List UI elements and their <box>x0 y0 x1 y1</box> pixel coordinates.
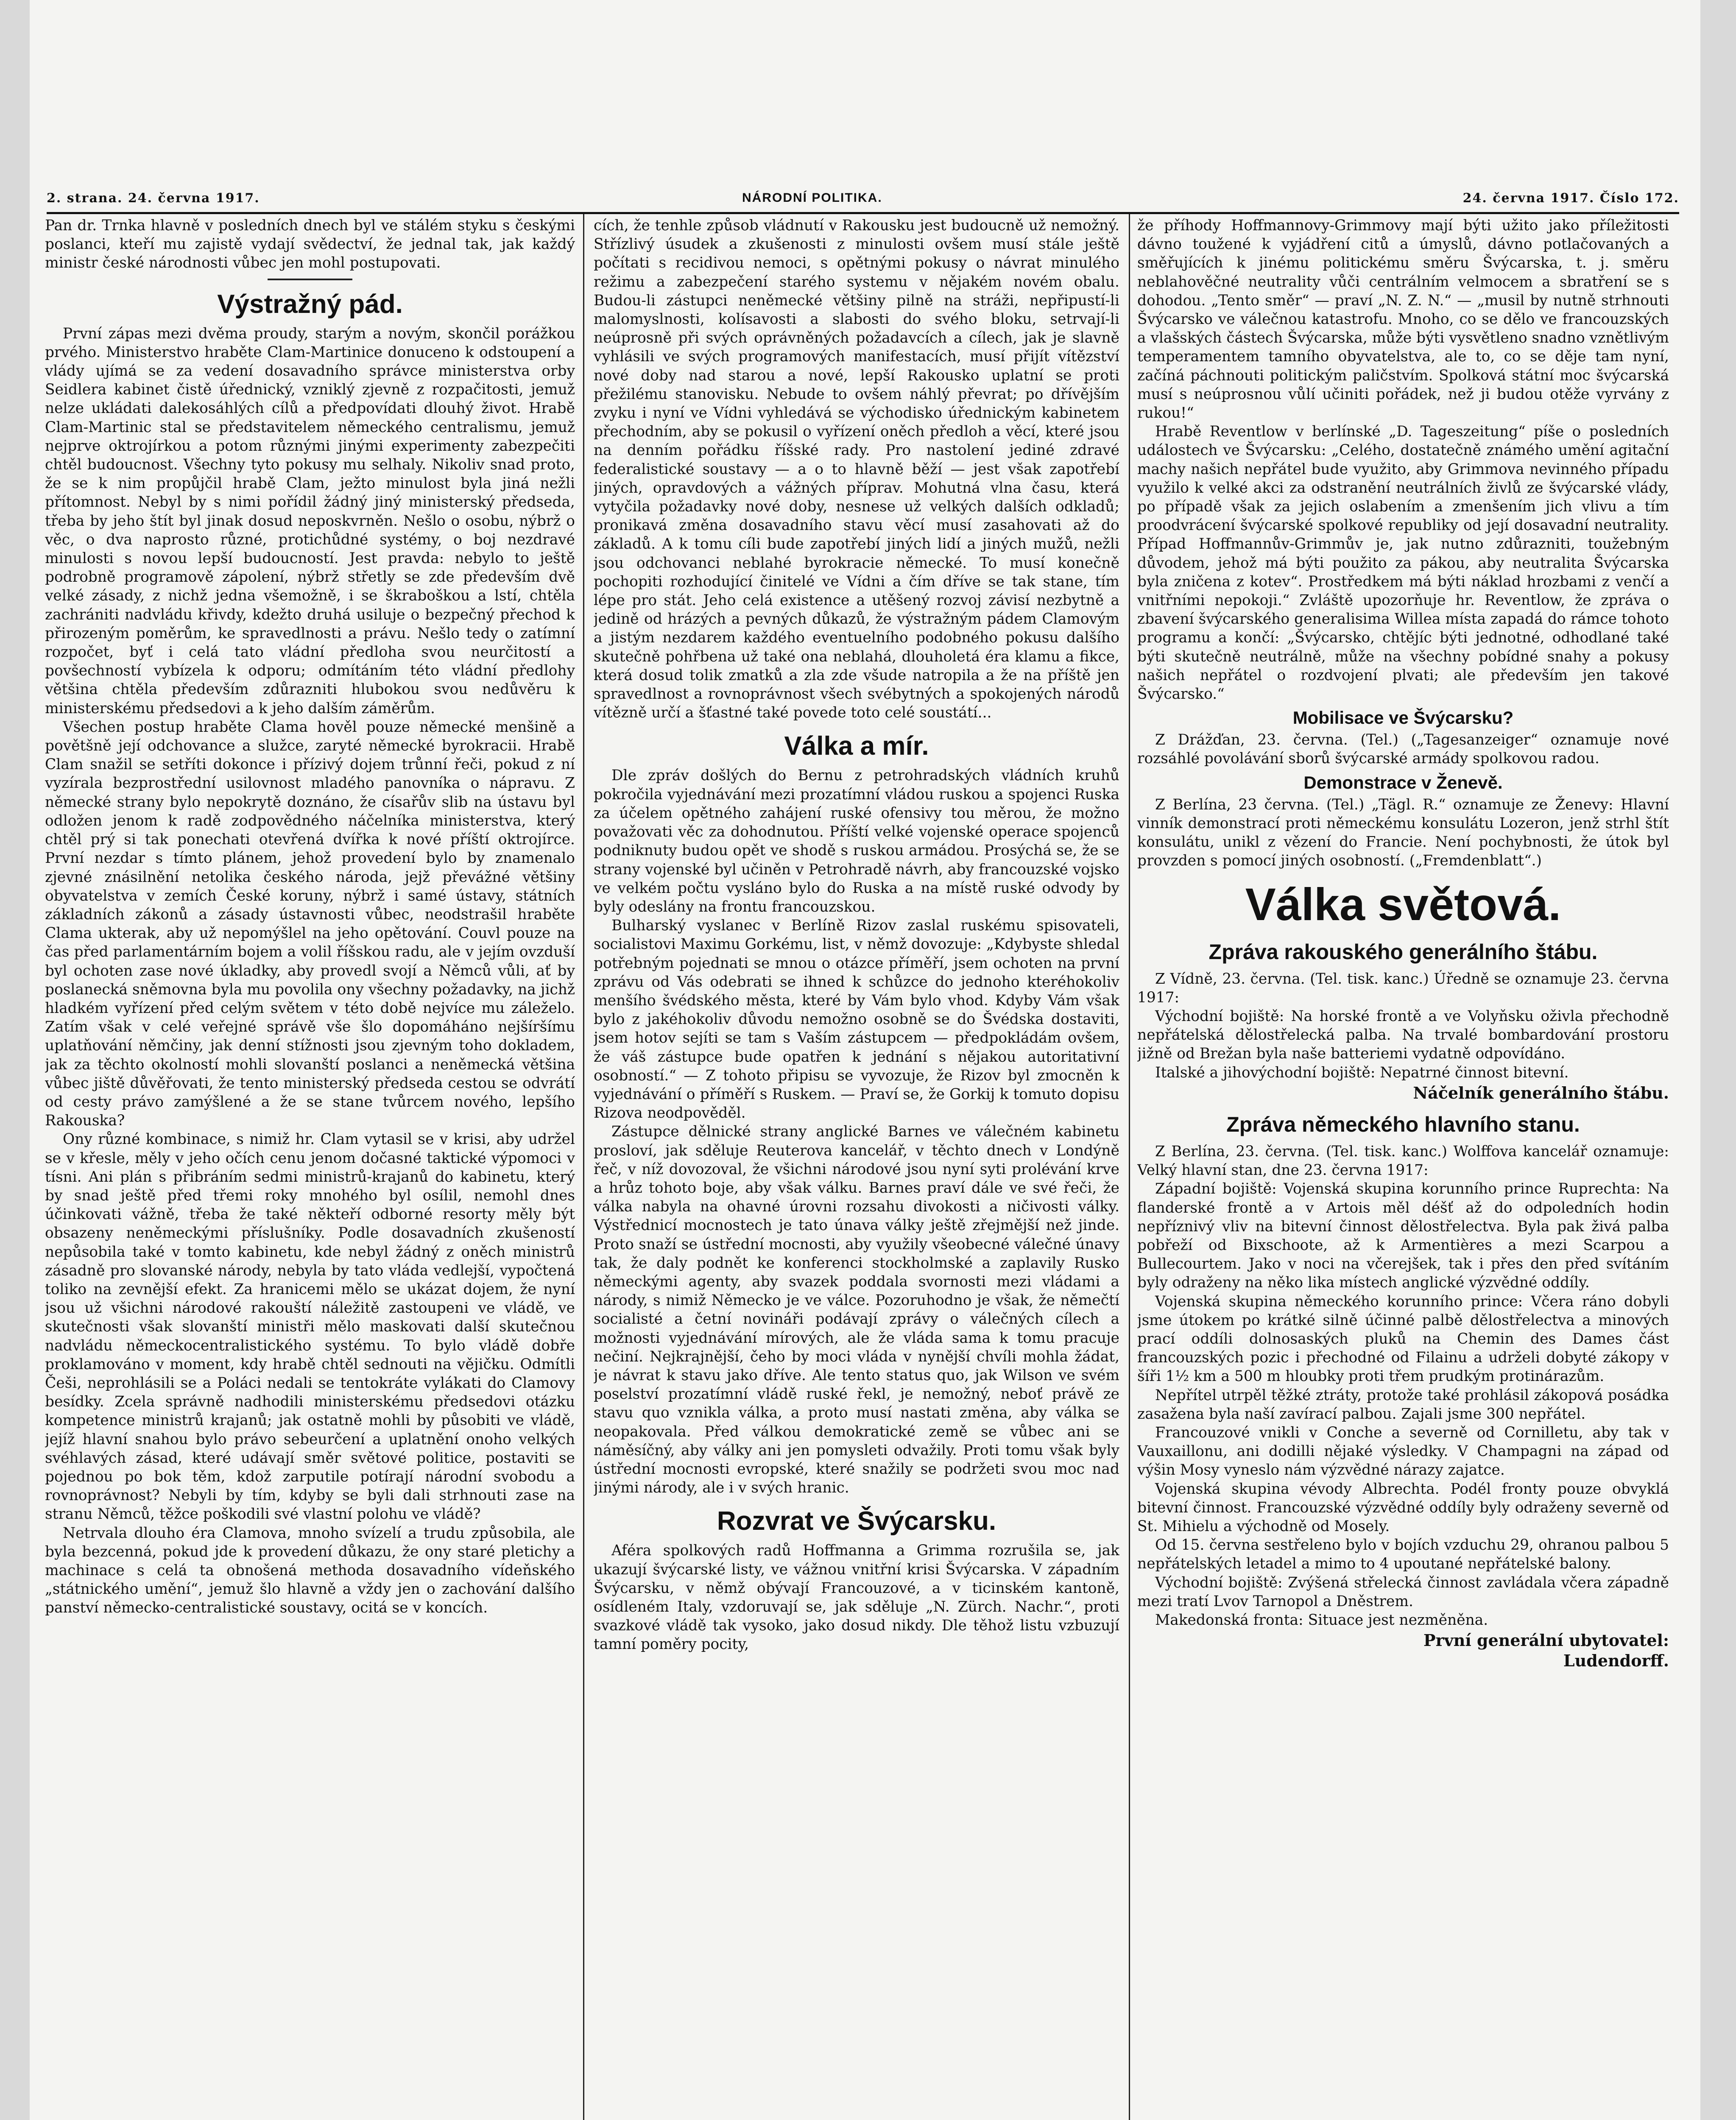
paragraph: že příhody Hoffmannovy-Grimmovy mají býti užito jako příležitosti dávno toužené k vyjádření citů a úmyslů, dávno potlačovaných a směřujících k jinému politickému směru Švýcarska, t. j. směru neblahověčné neutrality vůči centrálním velmocem a sbratření se s dohodou. „Tento směr“ — praví „N. Z. N.“ — „musil by nutně strhnouti Švýcarsko ve válečnou katastrofu. Mnoho, co se dělo ve francouzských a vlašských částech Švýcarska, může býti vysvětleno snadno vznětlivým temperamentem tamního obyvatelstva, ale to, co se děje tam nyní, začíná páchnouti politickým paličstvím. Spolková státní moc švýcarská musí s neúprosnou vůlí učiniti pořádek, než ji budou otěže vyrvány z rukou!“ <box>1137 217 1669 422</box>
column-2 <box>594 216 1119 2120</box>
header-masthead: NÁRODNÍ POLITIKA. <box>742 191 882 205</box>
paragraph: Zástupce dělnické strany anglické Barnes ve válečném kabinetu prosloví, jak sděluje Reuterova kancelář, v těchto dnech v Londýně řeč, v níž dovozoval, že všichni národové jsou nyní syti prolévání krve a hrůz tohoto boje, aby však válku. Barnes praví dále ve své řeči, že válka nabyla na ohavné úrovni rozsahu divokosti a ničivosti války. Výstřednicí mocnostech je tato únava války ještě zřejmější než jinde. Proto snaží se ústřední mocnosti, aby využily všeobecné válečné únavy tak, že daly podnět ke konferenci stockholmské a zaplavily Rusko německými agenty, aby svazek poddala svornosti mezi vládami a národy, s nimiž Německo je ve válce. Pozoruhodno je však, že němečtí socialisté a četní novináři podávají zprávy o válečných cílech a možnosti vyjednávání mírových, ale že vláda sama k tomu pracuje nečiní. Nejkrajnější, čeho by moci vláda v nynější chvíli mohla žádat, je návrat k stavu jako dříve. Ale tento status quo, jak Wilson ve svém poselství prozatímní vládě ruské řekl, je nemožný, neboť právě ze stavu quo vznikla válka, a proto musí nastati změna, aby válka se neopakovala. Před válkou demokratické země se vůbec ani se náměsíčný, aby války ani jen pomysleti odvažily. Proti tomu však byly ústřední mocnosti evropské, které snažily se podržeti svou moc nad jinými národy, ale i v svých hranic. <box>594 1123 1119 1497</box>
paragraph: Z Drážďan, 23. června. (Tel.) („Tagesanzeiger“ oznamuje nové rozsáhlé povolávání sborů švýcarské armády spolkovou radou. <box>1137 731 1669 767</box>
paragraph: Hrabě Reventlow v berlínské „D. Tageszeitung“ píše o posledních událostech ve Švýcarsku: „Celého, dostatečně známého umění agitační machy našich nepřátel bude využito, aby Grimmova nevinného případu využilo k velké akci za odstranění neutrálních živlů ze švýcarské vlády, po případě však za jejich oslabením a zmenšením jich vlivu a tím proodvrácení švýcarské spolkové republiky od její dosavadní neutrality. Případ Hoffmannův-Grimmův je, jak nutno zdůrazniti, toužebným důvodem, jehož má býti použito za pákou, aby neutralita Švýcarska byla zničena z kotev“. Prostředkem má býti náklad hrozbami z venčí a vnitřními nepokoji.“ Zvláště upozorňuje hr. Reventlow, že zpráva o zbavení švýcarského generalisima Willea místa zapadá do rámce tohoto programu a končí: „Švýcarsko, chtějíc býti jednotné, odhodlané také býti skutečně neutrálně, může na všechny pobídné snahy a pokusy našich nepřátel o rozdvojení plvati; ale především jen takové Švýcarsko.“ <box>1137 423 1669 703</box>
paragraph: Z Berlína, 23 června. (Tel.) „Tägl. R.“ oznamuje ze Ženevy: Hlavní vinník demonstrací proti německému konsulátu Lozeron, jenž strhl štít konsulátu, unikl z vězení do Francie. Není pochybnosti, že útok byl provzden s pomocí jiných osobností. („Fremdenblatt“.) <box>1137 796 1669 870</box>
paragraph: Italské a jihovýchodní bojiště: Nepatrné činnost bitevní. <box>1155 1064 1569 1081</box>
paragraph: Od 15. června sestřeleno bylo v bojích vzduchu 29, ohranou palbou 5 nepřátelských letadel a mimo to 4 upoutané nepřátelské balony. <box>1137 1537 1669 1573</box>
subheading: Mobilisace ve Švýcarsku? <box>1292 708 1514 728</box>
paragraph: Východní bojiště: Zvýšená střelecká činnost zavládala včera západně mezi tratí Lvov Tarnopol a Dněstrem. <box>1137 1574 1669 1610</box>
paragraph: Vojenská skupina vévody Albrechta. Podél fronty pouze obvyklá bitevní činnost. Francouzské výzvědné oddíly byly odraženy severně od St. Mihielu a východně od Mosely. <box>1137 1480 1669 1535</box>
signature: Ludendorff. <box>1563 1651 1669 1671</box>
paragraph: Z Berlína, 23. června. (Tel. tisk. kanc.) Wolffova kancelář oznamuje: Velký hlavní stan, dne 23. června 1917: <box>1137 1143 1669 1179</box>
paragraph: Ony různé kombinace, s nimiž hr. Clam vytasil se v krisi, aby udržel se v křesle, měly v jeho očích cenu jenom dočasné taktické výpomoci v tísni. Ani plán s přibráním sedmi ministrů-krajanů do kabinetu, který by snad ještě před třemi roky mnohého byl osílil, nemohl dnes účinkovati vážně, třeba že také někteří odborné resorty měly být obsazeny neněmeckými příslušníky. Podle dosavadních zkušeností nepůsobila také v tomto kabinetu, kde nebyl žádný z oněch ministrů zásadně pro slovanské národy, nebyla by tato vláda vedlejší, vypočtená toliko na zevnější efekt. Za hranicemi mělo se ukázat dojem, že nyní jsou už všichni národové rakouští náležitě zastoupeni ve vládě, ve skutečnosti však slovanští ministři mělo maskovati další skutečnou nadvládu německocentralistického systému. To bylo vládě dobře proklamováno v moment, kdy hrabě chtěl sednouti na vějičku. Odmítli Češi, neprohlásili se a Poláci nedali se tentokráte vylákati do Clamovy besídky. Zcela správně nadhodili ministerskému předsedovi otázku kompetence ministrů krajanů; jak ostatně mohli by působiti ve vládě, jejíž hlavní snahou bylo právo sebeurčení a uplatnění onoho velkých svéhlavých zásad, které udávají směr světové politice, postaviti se pojednou po bok těm, kdož zarputile potírají národní svobodu a rovnoprávnost? Nebyli by tím, kdyby se byli dali strhnouti zase na stranu Němců, těžce poškodili své vlastní polohu ve vládě? <box>45 1131 575 1523</box>
section-heading: Válka světová. <box>1245 878 1561 930</box>
paragraph: Netrvala dlouho éra Clamova, mnoho svízelí a trudu způsobila, ale byla bezcenná, pokud jde k provedení důkazu, že ony staré pletichy a machinace s celá ta obnošená methoda dosavadního vídeňského „státnického umění“, jemuž šlo hlavně a vždy jen o zachování dalšího panství německo-centralistické soustavy, ocitá se v koncích. <box>45 1524 575 1617</box>
paragraph: Dle zpráv došlých do Bernu z petrohradských vládních kruhů pokročila vyjednávání mezi prozatímní vládou ruskou a spojenci Ruska za účelem opětného zahájení ruské ofensivy tou měrou, že možno považovati věc za dohodnutou. Příští velké vojenské operace spojenců podniknuty budou opět ve shodě s ruskou armádou. Prosýchá se, že se strany vojenské byl učiněn v Petrohradě návrh, aby francouzské vojsko ve velkém počtu vysláno bylo do Ruska a na místě ruské odvody by byly odeslány na frontu francouzskou. <box>594 767 1119 915</box>
column-1 <box>45 216 575 2120</box>
paragraph: Makedonská fronta: Situace jest nezměněna. <box>1155 1612 1488 1629</box>
column-rule <box>1129 214 1130 2120</box>
article-heading: Zpráva německého hlavního stanu. <box>1226 1112 1580 1136</box>
newspaper-page <box>30 0 1700 2120</box>
subheading: Demonstrace v Ženevě. <box>1303 772 1503 792</box>
paragraph: Všechen postup hraběte Clama hověl pouze německé menšině a povětšně její odchovance a služce, zaryté německé byrokracii. Hrabě Clam snažil se setříti dokonce i přízivý dojem trůnní řeči, pokud z ní vyzírala bezprostřední usilovnost mladého panovníka o nápravu. Z německé strany bylo nepokrytě doznáno, že císařův slib na ústavu byl odložen jenom k radě zodpovědného náčelníka ministerstva, který chtěl prý si tak ponechati otevřená dvířka k nové příští oktrojírce. První nezdar s tímto plánem, jehož provedení bylo by znamenalo zjevné znásilnění netolika českého národa, jejž převážné většiny obyvatelstva v zemích České koruny, nýbrž i samé ústavy, státních základních zákonů a zásady ústavnosti vůbec, neodstrašil hraběte Clama ukterak, aby už nepomýšlel na jeho opětování. Couvl pouze na čas před parlamentárním bojem a volil říšskou radu, ale v jejím ovzduší byl ochoten zase nové úkladky, aby provedl svojí a Němců vůli, ať by poslanecká sněmovna byla mu povolila ony všechny požadavky, na jichž hladkém vyřízení před celým světem v této době nejvíce mu záleželo. Zatím však v celé veřejné správě vše šlo dopomáháno nejšíršímu uplatňování němčiny, jak denní stížnosti jsou zjevným toho dokladem, jak za těchto okolností mohli slovanští poslanci a neněmecká většina vůbec jiště důvěřovati, že tento ministerský předseda cestou se odvrátí od cesty právo zamýšlené a že se stane tvůrcem nového, lepšího Rakouska? <box>45 718 575 1130</box>
header-left: 2. strana. 24. června 1917. <box>47 191 260 206</box>
header-right: 24. června 1917. Číslo 172. <box>1462 191 1679 206</box>
paragraph: Západní bojiště: Vojenská skupina korunního prince Ruprechta: Na flanderské frontě a v Artois měl déšť až do odpoledních hodin nepříznivý vliv na bitevní činnost dělostřelectva. Byla pak živá palba pobřeží od Bixschoote, až k Armentières a mezi Scarpou a Bullecourtem. Jako v noci na včerejšek, tak i přes den před svítáním byly odraženy na něko lika místech anglické výzvědné oddíly. <box>1137 1180 1669 1292</box>
signature: První generální ubytovatel: <box>1423 1631 1669 1650</box>
article-heading: Válka a mír. <box>784 731 929 761</box>
paragraph: Francouzové vnikli v Conche a severně od Cornilletu, aby tak v Vauxaillonu, ani dodilli nějaké výsledky. V Champagni na západ od výšin Mosy vyneslo nám výzvědné nárazy zajatce. <box>1137 1424 1669 1479</box>
column-rule <box>583 214 584 2120</box>
paragraph: Bulharský vyslanec v Berlíně Rizov zaslal ruskému spisovateli, socialistovi Maximu Gorkému, list, v němž dovozuje: „Kdybyste shledal potřebným pojednati se mnou o otázce příměří, jsem ochoten na první zprávu od Vás odebrati se ihned k schůzce do jednoho kteréhokoliv menšího švédského města, které by Vám bylo vhod. Kdyby Vám však bylo z jakéhokoliv důvodu nemožno osobně se do Švédska dostaviti, jsem hotov sejíti se tam s Vaším zástupcem — předpokládám ovšem, že váš zástupce bude opatřen k jednání s nějakou autoritativní osobností.“ — Z tohoto připisu se vyvozuje, že Rizov byl zmocněn k vyjednávání o příměří s Ruskem. — Praví se, že Gorkij k tomuto dopisu Rizova neodpověděl. <box>594 917 1119 1122</box>
column-3 <box>1137 216 1669 2120</box>
article-heading: Výstražný pád. <box>217 289 403 319</box>
paragraph: Aféra spolkových radů Hoffmanna a Grimma rozrušila se, jak ukazují švýcarské listy, ve vážnou vnitřní krisi Švýcarska. V západním Švýcarsku, v němž obývají Francouzové, a v ticinském kantoně, osídleném Italy, vzdoruvají se, jak sděluje „N. Zürch. Nachr.“, proti svazkové vládě tak vysoko, jako dosud nikdy. Dle těhož listu vzbuzují tamní poměry pocity, <box>594 1542 1119 1653</box>
signature: Náčelník generálního štábu. <box>1413 1083 1669 1102</box>
paragraph: Nepřítel utrpěl těžké ztráty, protože také prohlásil zákopová posádka zasažena byla naší zavírací palbou. Zajali jsme 300 nepřátel. <box>1137 1386 1669 1423</box>
paragraph: První zápas mezi dvěma proudy, starým a novým, skončil porážkou prvého. Ministerstvo hraběte Clam-Martinice donuceno k odstoupení a vlády ujímá se za vedení dosavadního správce ministerstva orby Seidlera kabinet čistě úřednický, vzniklý zjevně z rozpačitosti, jemuž nelze ukládati dalekosáhlých cílů a předpovídati dlouhý život. Hrabě Clam-Martinic stal se představitelem německého centralismu, jemuž nejprve oktrojírkou a potom různými jinými experimenty zabezpečiti chtěl budoucnost. Všechny tyto pokusy mu selhaly. Nikoliv snad proto, že se k nim propůjčil hrabě Clam, ježto minulost byla jiná nežli přítomnost. Nebyl by s nimi pořídil žádný jiný ministerský předseda, třeba by jeho štít byl jinak dosud neposkvrněn. Nešlo o osobu, nýbrž o věc, o dva naprosto různé, protichůdné systémy, o boj nezdravé minulosti s novou lepší budoucností. Jest pravda: nebylo to ještě podrobně programově zápolení, nýbrž střetly se zde především dvě velké zásady, z nichž jedna všemožně, i se škraboškou a lstí, chtěla zachrániti nadvládu křivdy, kdežto druhá usiluje o bezpečný přechod k přirozeným poměrům, ke spravedlnosti a právu. Nešlo tedy o zatímní rozpočet, byť i celá tato vládní předloha svou neurčitostí a povšechností vybízela k odporu; odmítáním této vládní předlohy většina chtěla především zdůrazniti hlubokou svou nedůvěru k ministerskému předsedovi a k jeho dalším záměrům. <box>45 325 575 717</box>
article-heading: Zpráva rakouského generálního štábu. <box>1209 940 1598 964</box>
paragraph: Z Vídně, 23. června. (Tel. tisk. kanc.) Úředně se oznamuje 23. června 1917: <box>1137 970 1669 1006</box>
paragraph: Vojenská skupina německého korunního prince: Včera ráno dobyli jsme útokem po krátké silně účinné palbě dělostřelectva a minových prací oddíli dolnosaských pluků na Chemin des Dames část francouzských pozic i přechodné od Filainu a udrželi dobyté zákopy v šíři 1½ km a 500 m hloubky proti třem prudkým protinárazům. <box>1137 1293 1669 1385</box>
page-header <box>47 187 1679 214</box>
divider <box>268 279 352 280</box>
paragraph: cích, že tenhle způsob vládnutí v Rakousku jest budoucně už nemožný. Střízlivý úsudek a zkušenosti z minulosti ovšem musí stále ještě počítati s recidivou nemoci, s opětnými pokusy o návrat minulého režimu a zabezpečení starého systemu v nějakém novém obalu. Budou-li zástupci neněmecké většiny pilně na stráži, nepřipustí-li malomyslnosti, kolísavosti a slabosti do svého bloku, setrvají-li neúprosně při svých oprávněných požadavcích a cílech, jak je slavně vyhlásili ve svých programových manifestacích, musí přijít vítězství nové doby nad starou a nové, lepší Rakousko uplatní se proti přežilému stanovisku. Nebude to ovšem náhlý převrat; po dřívějším zvyku i nyní ve Vídni vyhledává se východisko úřednickým kabinetem přechodním, aby se pokusil o vyřízení oněch předloh a věcí, které jsou na denním pořádku říšské rady. Pro nastolení jediné zdravé federalistické soustavy — a o to hlavně běží — jest však zapotřebí jiných, opravdových a vážných příprav. Mohutná vlna času, která vytyčila požadavky nové doby, nesnese už velkých dalších odkladů; pronikavá změna dosavadního stavu věcí musí zasahovati až do základů. A k tomu cíli bude zapotřebí jiných lidí a jiných mužů, nežli jsou odchovanci neblahé byrokracie německé. To musí konečně pochopiti rozhodující činitelé ve Vídni a čím dříve se tak stane, tím lépe pro stát. Jeho celá existence a utěšený rozvoj závisí nezbytně a jedině od hrázých a pevných důkazů, že výstražným pádem Clamovým a jistým nezdarem každého eventuelního podobného pokusu dalšího skutečně pohřbena už také ona neblahá, dlouholetá éra klamu a fikce, která dosud tolik zmatků a zla zde všude natropila a že na příště jen spravedlnost a rovnoprávnost všech svébytných a spokojených národů vítězně určí a šťastné také povede toto celé soustátí... <box>594 217 1119 722</box>
article-heading: Rozvrat ve Švýcarsku. <box>717 1506 996 1536</box>
article-continuation: Pan dr. Trnka hlavně v posledních dnech byl ve stálém styku s českými poslanci, kteří mu zajistě vydají svědectví, že jednal tak, jak každý ministr české národnosti vůbec jen mohl postupovati. <box>45 217 575 272</box>
paragraph: Východní bojiště: Na horské frontě a ve Volyňsku oživla přechodně nepřátelská dělostřelecká palba. Na trvalé bombardování prostoru jižně od Brežan byla naše batteriemi vydatně odpovídáno. <box>1137 1007 1669 1063</box>
